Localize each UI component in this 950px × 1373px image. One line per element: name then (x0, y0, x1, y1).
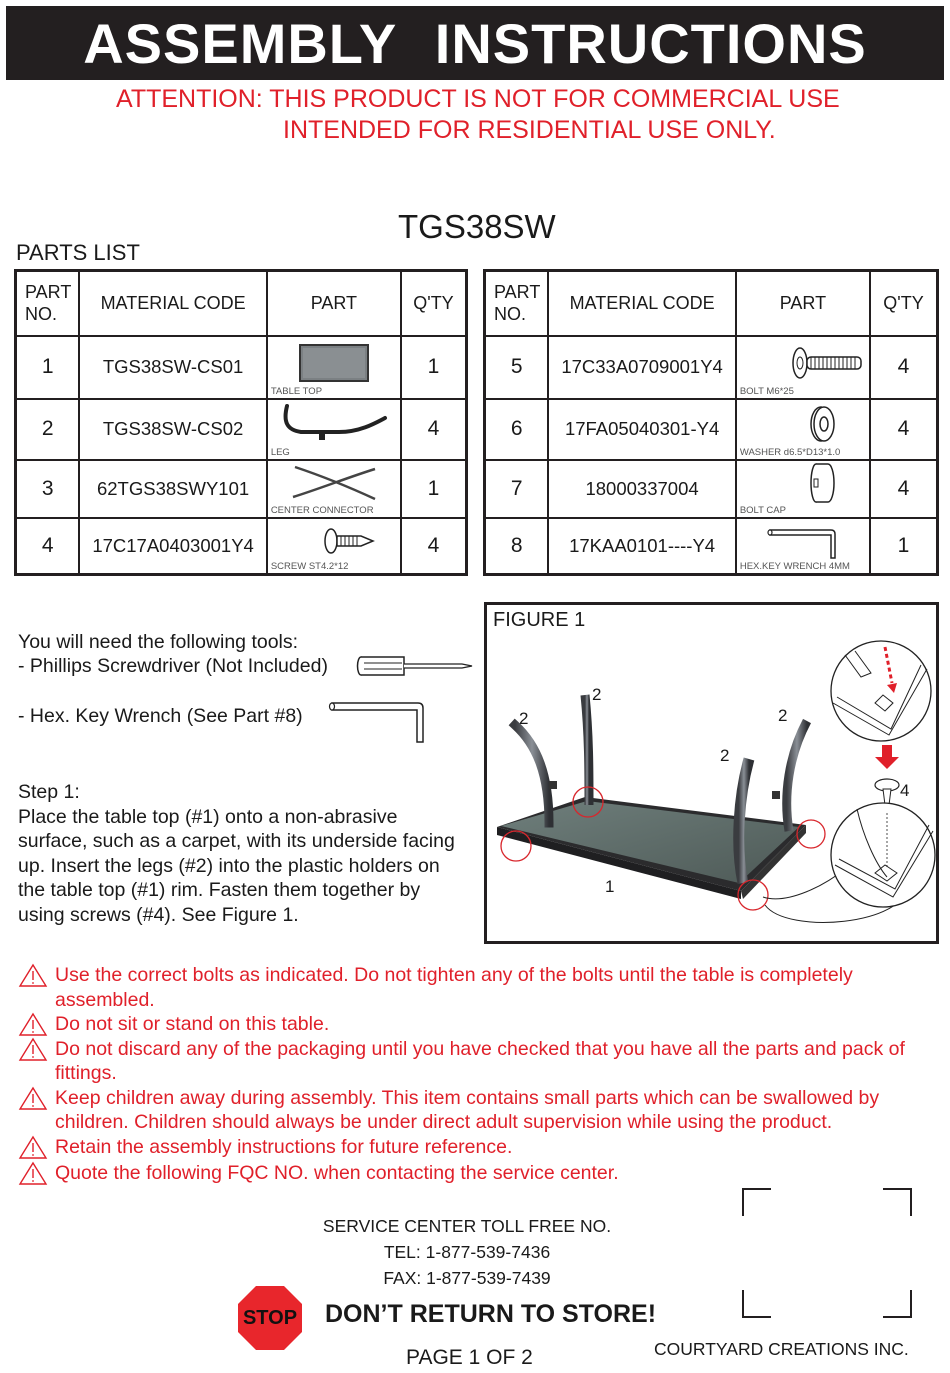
material-code: 62TGS38SWY101 (79, 460, 266, 518)
warning-icon (18, 963, 48, 987)
service-tel: TEL: 1-877-539-7436 (383, 1242, 551, 1262)
part-cell (736, 460, 870, 518)
material-code: 17KAA0101----Y4 (548, 518, 735, 575)
quantity: 1 (870, 518, 938, 575)
part-number: 2 (16, 399, 80, 460)
part-caption: TABLE TOP (270, 385, 323, 397)
quantity: 4 (870, 460, 938, 518)
part-cell (736, 336, 870, 399)
table-top-icon (268, 341, 400, 385)
attention-line-2: INTENDED FOR RESIDENTIAL USE ONLY. (283, 116, 776, 144)
screwdriver-icon (356, 654, 474, 678)
warning-item: Use the correct bolts as indicated. Do not tighten any of the bolts until the table is completely assembled. (18, 963, 938, 1012)
header-material-code: MATERIAL CODE (548, 271, 735, 336)
table-top-label: 1 (605, 877, 615, 896)
parts-table-right (483, 269, 939, 576)
warning-icon (18, 1037, 48, 1061)
material-code: 17FA05040301-Y4 (548, 399, 735, 460)
material-code: TGS38SW-CS01 (79, 336, 266, 399)
material-code: 17C17A0403001Y4 (79, 518, 266, 575)
quantity: 1 (401, 460, 467, 518)
screw-label: 4 (900, 781, 910, 800)
table-row (16, 518, 467, 575)
table-header-row (16, 271, 467, 336)
header-part: PART (736, 271, 870, 336)
warning-icon (18, 1135, 48, 1159)
step-1 (18, 780, 468, 928)
warning-item: Do not discard any of the packaging until you have checked that you have all the parts and pack of fittings. (18, 1037, 938, 1086)
tools-intro: You will need the following tools: (18, 631, 299, 653)
part-caption: WASHER d6.5*D13*1.0 (739, 446, 841, 458)
tool-item-hex-key (18, 705, 303, 728)
leg-icon (268, 402, 400, 446)
part-number: 7 (485, 460, 549, 518)
leg-label: 2 (519, 709, 529, 728)
quantity: 4 (401, 399, 467, 460)
service-center-title: SERVICE CENTER TOLL FREE NO. (322, 1216, 612, 1236)
page-title: ASSEMBLY INSTRUCTIONS (83, 12, 867, 75)
leg-label: 2 (778, 706, 788, 725)
tool-label: - Hex. Key Wrench (See Part #8) (18, 705, 303, 727)
warning-item: Quote the following FQC NO. when contacting the service center. (18, 1161, 938, 1186)
part-number: 5 (485, 336, 549, 399)
dont-return-notice: DON’T RETURN TO STORE! (325, 1300, 657, 1328)
part-cell (267, 399, 401, 460)
leg-label: 2 (720, 746, 730, 765)
table-row (485, 460, 938, 518)
stop-label: STOP (242, 1307, 298, 1329)
part-number: 4 (16, 518, 80, 575)
warning-icon (18, 1161, 48, 1185)
fqc-stamp-area (740, 1186, 914, 1320)
part-number: 3 (16, 460, 80, 518)
figure-1 (484, 602, 939, 944)
table-assembly-illustration (487, 605, 936, 941)
part-caption: LEG (270, 446, 290, 458)
quantity: 4 (870, 399, 938, 460)
service-fax: FAX: 1-877-539-7439 (383, 1268, 551, 1288)
bolt-icon (787, 341, 869, 385)
part-cell (267, 460, 401, 518)
header-qty: Q'TY (401, 271, 467, 336)
warning-icon (18, 1012, 48, 1036)
model-number: TGS38SW (398, 208, 556, 245)
quantity: 4 (401, 518, 467, 575)
part-number: 8 (485, 518, 549, 575)
screw-icon (298, 519, 400, 563)
table-row (485, 399, 938, 460)
warning-item: Keep children away during assembly. This item contains small parts which can be swallowed by children. Children should always be under direct adult supervision while using the product. (18, 1086, 938, 1135)
part-caption: BOLT CAP (739, 504, 786, 516)
table-row (485, 518, 938, 575)
material-code: TGS38SW-CS02 (79, 399, 266, 460)
step-title: Step 1: (18, 781, 80, 803)
center-connector-icon (268, 461, 400, 505)
quantity: 4 (870, 336, 938, 399)
page-number: PAGE 1 OF 2 (406, 1346, 533, 1369)
header-material-code: MATERIAL CODE (79, 271, 266, 336)
leg-label: 2 (592, 685, 602, 704)
table-header-row (485, 271, 938, 336)
part-cell (736, 399, 870, 460)
part-caption: SCREW ST4.2*12 (270, 561, 349, 572)
parts-list-title: PARTS LIST (16, 240, 140, 265)
title-banner (6, 6, 944, 80)
part-cell (736, 518, 870, 575)
warning-icon (18, 1086, 48, 1110)
part-cell (267, 336, 401, 399)
warning-item: Do not sit or stand on this table. (18, 1012, 938, 1037)
tool-item-screwdriver (18, 655, 328, 678)
part-caption: BOLT M6*25 (739, 385, 794, 397)
table-row (16, 336, 467, 399)
company-name: COURTYARD CREATIONS INC. (654, 1339, 909, 1359)
part-caption: CENTER CONNECTOR (270, 504, 374, 516)
bolt-cap-icon (777, 461, 869, 505)
header-qty: Q'TY (870, 271, 938, 336)
stop-sign-icon (237, 1285, 303, 1351)
part-caption: HEX.KEY WRENCH 4MM (739, 561, 850, 572)
warning-item: Retain the assembly instructions for future reference. (18, 1135, 938, 1160)
step-text: Place the table top (#1) onto a non-abrasive surface, such as a carpet, with its underside facing up. Insert the legs (#2) into the plastic holders on the table top (#1) rim. Fasten them together by using screws (#4). See Figure 1. (18, 805, 455, 926)
material-code: 17C33A0709001Y4 (548, 336, 735, 399)
table-row (16, 460, 467, 518)
header-part: PART (267, 271, 401, 336)
table-row (485, 336, 938, 399)
attention-line-1: ATTENTION: THIS PRODUCT IS NOT FOR COMMERCIAL USE (116, 85, 840, 113)
parts-table-left (14, 269, 468, 576)
hex-key-icon (737, 521, 869, 565)
header-part-no: PART NO. (485, 271, 549, 336)
header-part-no: PART NO. (16, 271, 80, 336)
material-code: 18000337004 (548, 460, 735, 518)
washer-icon (777, 402, 869, 446)
figure-title: FIGURE 1 (493, 609, 586, 631)
hex-key-icon (328, 700, 426, 744)
part-number: 1 (16, 336, 80, 399)
warnings-list (18, 963, 938, 1186)
table-row (16, 399, 467, 460)
part-number: 6 (485, 399, 549, 460)
part-cell (267, 518, 401, 575)
quantity: 1 (401, 336, 467, 399)
tool-label: - Phillips Screwdriver (Not Included) (18, 655, 328, 677)
